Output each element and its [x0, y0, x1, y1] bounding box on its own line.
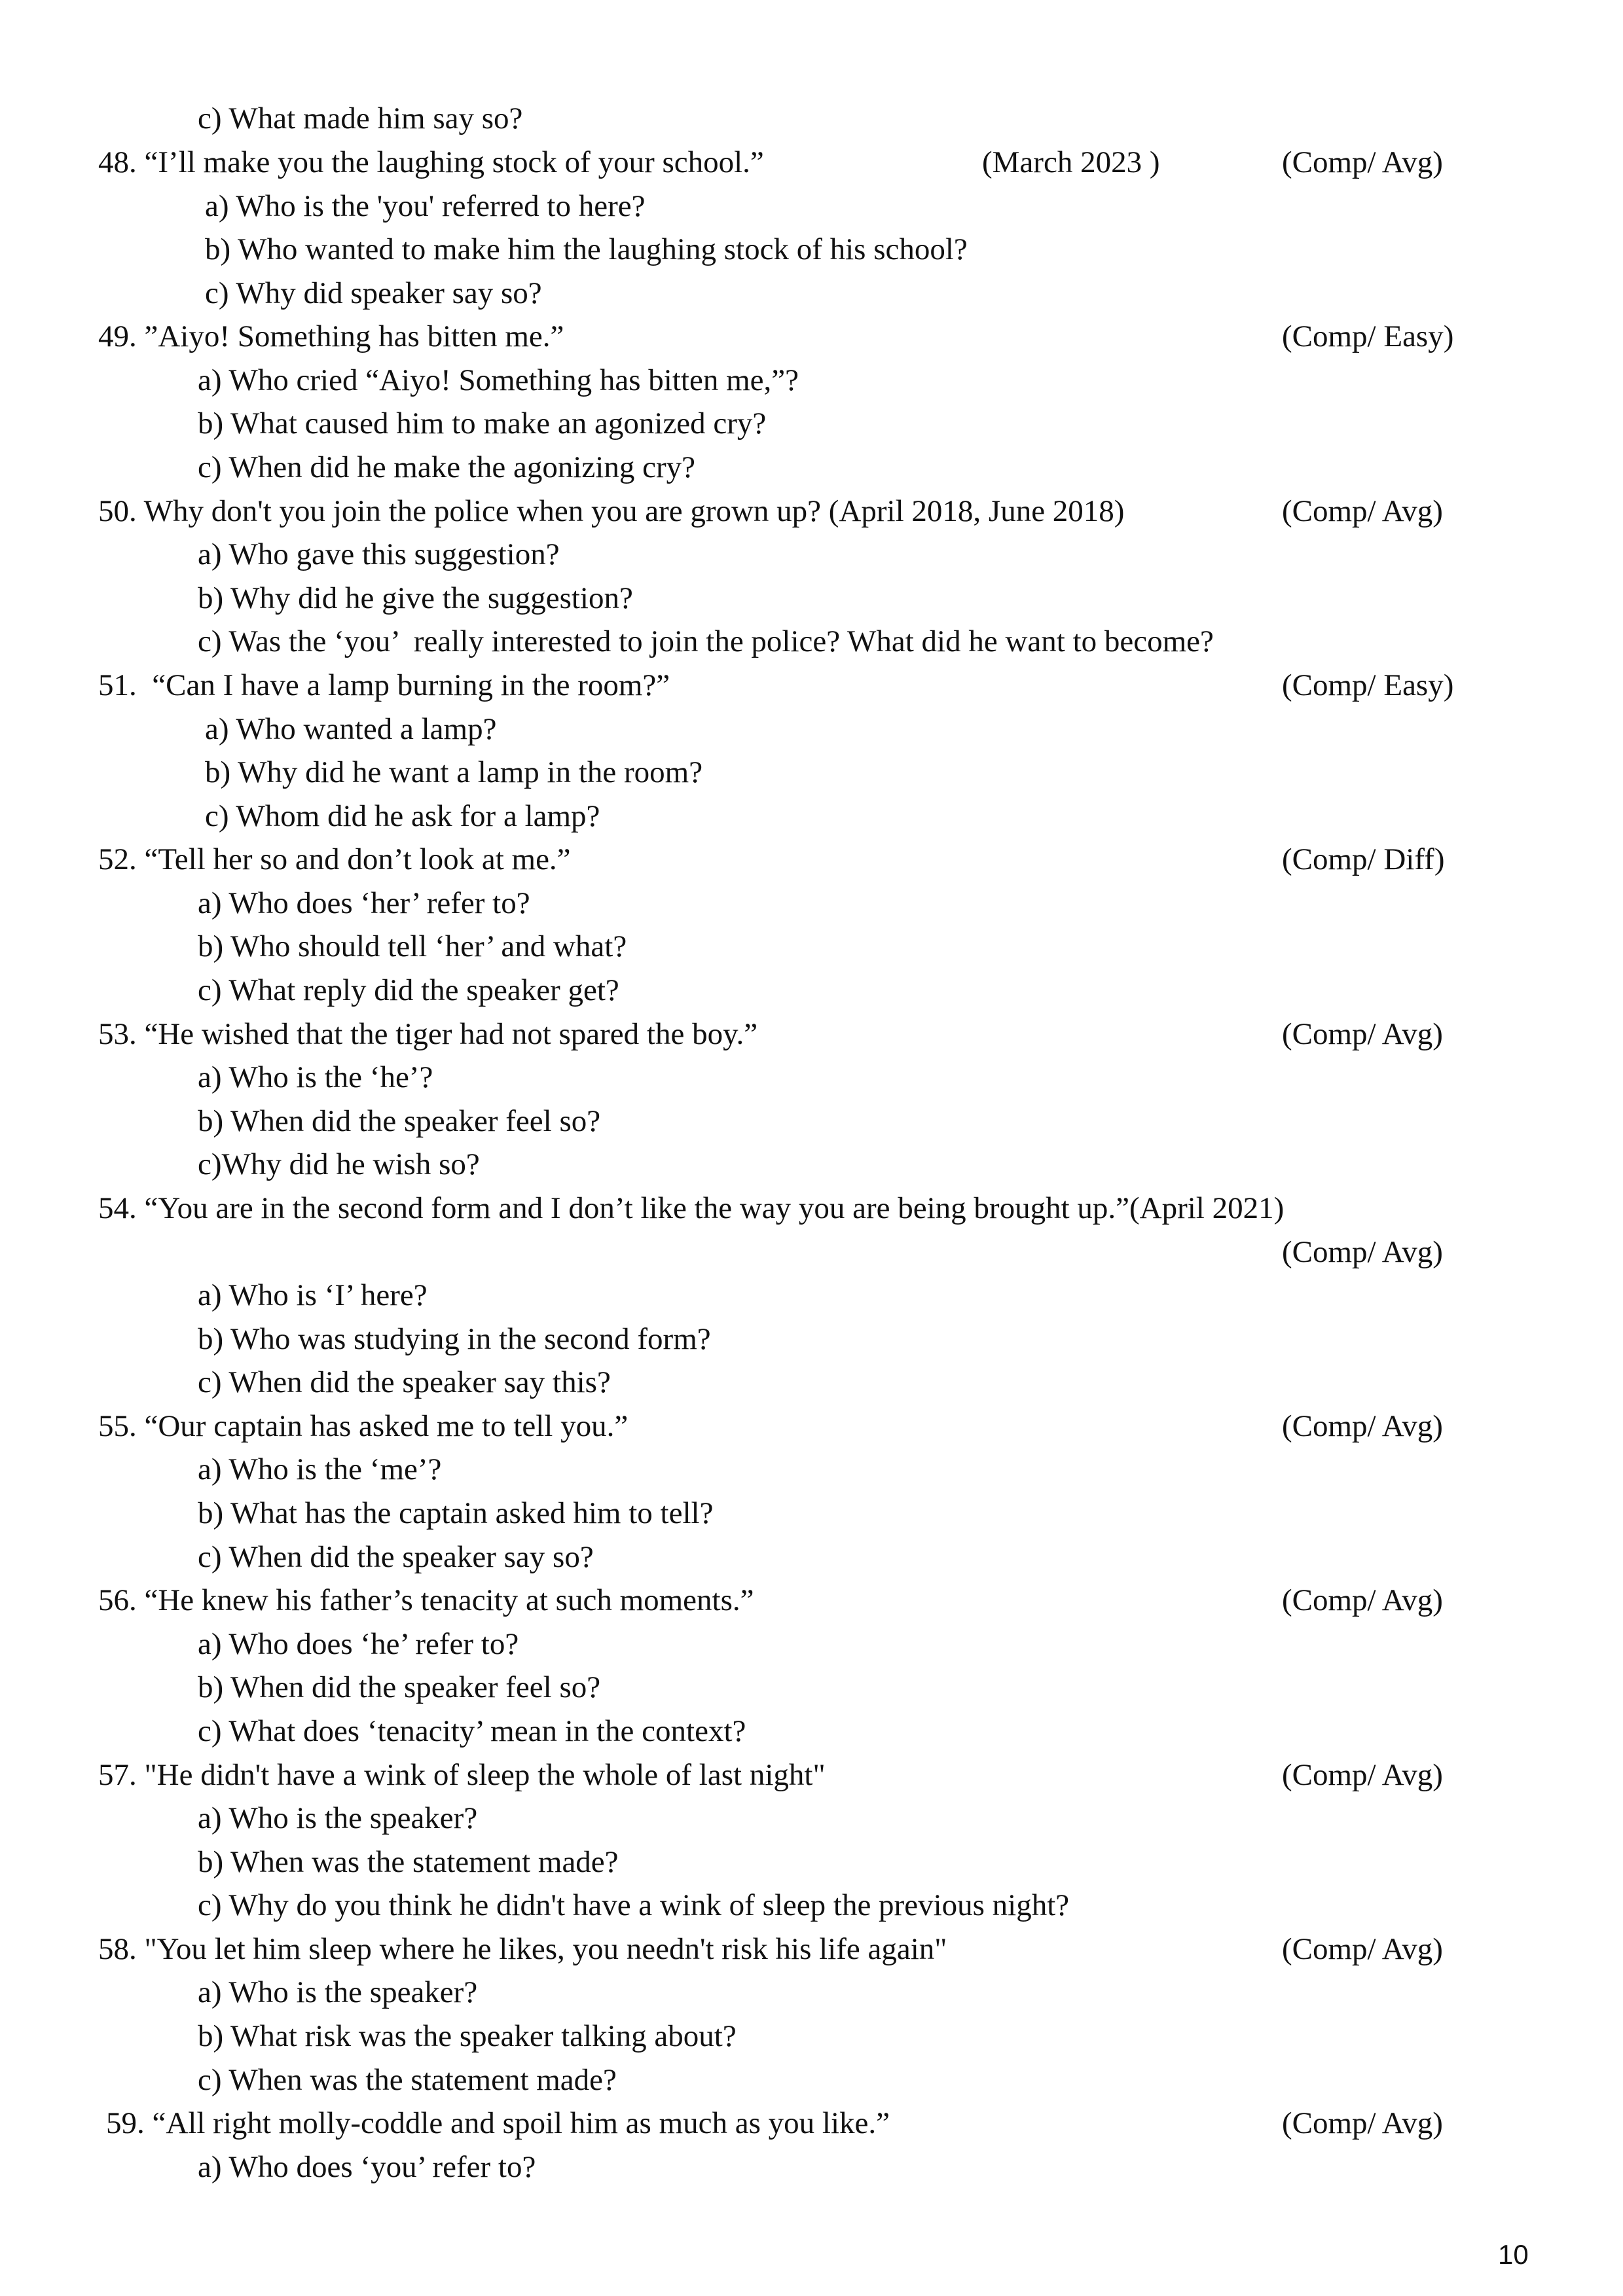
sub-question: b) What has the captain asked him to tell? — [198, 1496, 714, 1530]
sub-question: c) When did the speaker say this? — [198, 1365, 611, 1399]
difficulty-tag: (Comp/ Avg) — [1282, 1758, 1443, 1792]
sub-question: c) What reply did the speaker get? — [198, 973, 619, 1007]
sub-question: b) Who should tell ‘her’ and what? — [198, 929, 627, 963]
difficulty-tag: (Comp/ Avg) — [1282, 1017, 1443, 1051]
sub-question: b) What caused him to make an agonized cry? — [198, 406, 767, 440]
difficulty-tag: (Comp/ Avg) — [1282, 494, 1443, 528]
sub-question: c) Why do you think he didn't have a wink of sleep the previous night? — [198, 1888, 1070, 1922]
sub-question: c) Was the ‘you’ really interested to join the police? What did he want to become? — [198, 624, 1214, 658]
sub-question: a) Who gave this suggestion? — [198, 537, 560, 571]
difficulty-tag: (Comp/ Avg) — [1282, 2106, 1443, 2140]
difficulty-tag: (Comp/ Avg) — [1282, 1583, 1443, 1617]
difficulty-tag: (Comp/ Avg) — [1282, 1932, 1443, 1966]
sub-question: a) Who is ‘I’ here? — [198, 1278, 428, 1312]
sub-question: a) Who does ‘her’ refer to? — [198, 886, 530, 920]
sub-question: c) When did the speaker say so? — [198, 1540, 594, 1574]
sub-question: c) What made him say so? — [198, 101, 523, 135]
question-51: 51. “Can I have a lamp burning in the room?” — [98, 668, 670, 702]
sub-question: c) When did he make the agonizing cry? — [198, 450, 695, 484]
sub-question: a) Who is the ‘me’? — [198, 1452, 442, 1486]
sub-question: b) Why did he give the suggestion? — [198, 581, 633, 615]
difficulty-tag: (Comp/ Avg) — [1282, 1235, 1443, 1269]
question-55: 55. “Our captain has asked me to tell you.” — [98, 1409, 629, 1443]
exam-year: (March 2023 ) — [982, 145, 1160, 179]
question-53: 53. “He wished that the tiger had not spared the boy.” — [98, 1017, 758, 1051]
question-59: 59. “All right molly-coddle and spoil him as much as you like.” — [106, 2106, 890, 2140]
sub-question: a) Who is the ‘he’? — [198, 1060, 433, 1094]
question-48: 48. “I’ll make you the laughing stock of your school.” — [98, 145, 764, 179]
sub-question: a) Who does ‘you’ refer to? — [198, 2150, 536, 2184]
sub-question: b) Who wanted to make him the laughing stock of his school? — [205, 232, 968, 266]
sub-question: a) Who cried “Aiyo! Something has bitten me,”? — [198, 363, 799, 397]
question-56: 56. “He knew his father’s tenacity at such moments.” — [98, 1583, 754, 1617]
sub-question: b) When did the speaker feel so? — [198, 1670, 601, 1704]
sub-question: a) Who wanted a lamp? — [205, 712, 497, 746]
sub-question: a) Who is the speaker? — [198, 1801, 478, 1835]
question-58: 58. "You let him sleep where he likes, you needn't risk his life again" — [98, 1932, 947, 1966]
sub-question: c) When was the statement made? — [198, 2063, 617, 2097]
sub-question: a) Who is the speaker? — [198, 1975, 478, 2009]
question-52: 52. “Tell her so and don’t look at me.” — [98, 842, 571, 876]
sub-question: b) Why did he want a lamp in the room? — [205, 755, 703, 789]
difficulty-tag: (Comp/ Avg) — [1282, 145, 1443, 179]
question-50: 50. Why don't you join the police when you are grown up? (April 2018, June 2018) — [98, 494, 1125, 528]
sub-question: a) Who does ‘he’ refer to? — [198, 1627, 519, 1661]
sub-question: b) Who was studying in the second form? — [198, 1322, 711, 1356]
question-54: 54. “You are in the second form and I don’t like the way you are being brought up.”(April 2021) — [98, 1191, 1285, 1225]
sub-question: b) When did the speaker feel so? — [198, 1104, 601, 1138]
question-57: 57. "He didn't have a wink of sleep the whole of last night" — [98, 1758, 826, 1792]
sub-question: a) Who is the 'you' referred to here? — [205, 189, 646, 223]
sub-question: c) Whom did he ask for a lamp? — [205, 799, 600, 833]
page-number: 10 — [1498, 2239, 1529, 2270]
sub-question: b) What risk was the speaker talking about? — [198, 2019, 737, 2053]
difficulty-tag: (Comp/ Easy) — [1282, 319, 1454, 353]
question-49: 49. ”Aiyo! Something has bitten me.” — [98, 319, 564, 353]
sub-question: b) When was the statement made? — [198, 1845, 619, 1879]
difficulty-tag: (Comp/ Diff) — [1282, 842, 1445, 876]
sub-question: c) What does ‘tenacity’ mean in the context? — [198, 1714, 746, 1748]
difficulty-tag: (Comp/ Easy) — [1282, 668, 1454, 702]
sub-question: c)Why did he wish so? — [198, 1147, 480, 1181]
difficulty-tag: (Comp/ Avg) — [1282, 1409, 1443, 1443]
sub-question: c) Why did speaker say so? — [205, 276, 542, 310]
